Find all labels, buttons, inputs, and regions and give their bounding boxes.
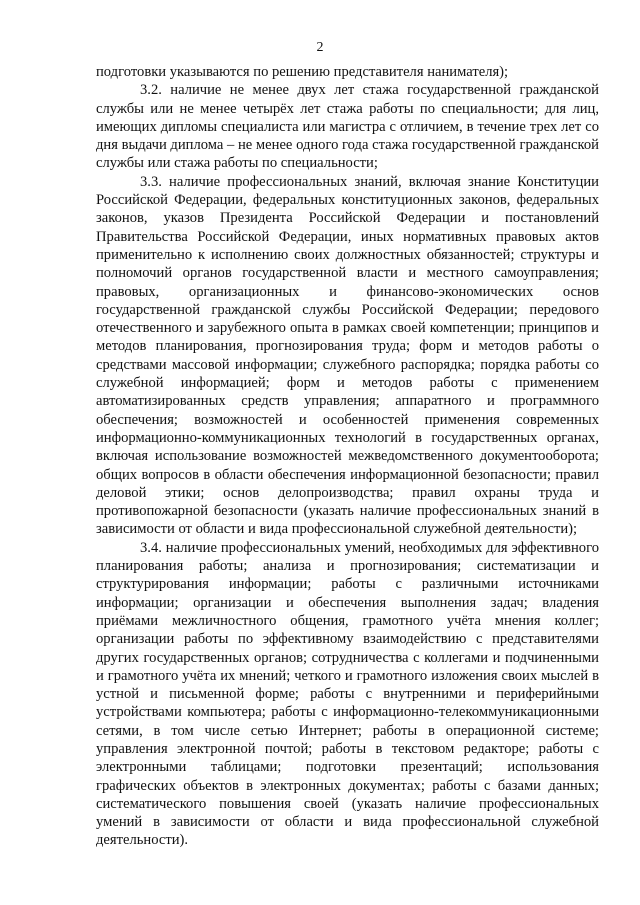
- page-number: 2: [316, 40, 324, 55]
- paragraph-3-2: 3.2. наличие не менее двух лет стажа государственной гражданской службы или не менее четырёх лет стажа работы по специальности; для лиц, имеющих дипломы специалиста или магистра с отличием, в течение трех лет со дня выдачи диплома – не менее одного года стажа государственной гражданской службы или стажа работы по специальности;: [96, 82, 599, 172]
- paragraph-3-3: 3.3. наличие профессиональных знаний, включая знание Конституции Российской Федерации, федеральных конституционных законов, федеральных законов, указов Президента Российской Федерации и постановлений Правительства Российской Федерации, иных нормативных правовых актов применительно к исполнению своих должностных обязанностей; структуры и полномочий органов государственной власти и местного самоуправления; правовых, организационных и финансово-экономических основ государственной гражданской службы Российской Федерации; передового отечественного и зарубежного опыта в рамках своей компетенции; принципов и методов планирования, прогнозирования труда; форм и методов работы о средствами массовой информации; служебного распорядка; порядка работы со служебной информацией; форм и методов работы с применением автоматизированных средств управления; аппаратного и программного обеспечения; возможностей и особенностей применения современных информационно-коммуникационных технологий в государственных органах, включая использование возможностей межведомственного документооборота; общих вопросов в области обеспечения информационной безопасности; правил деловой этики; основ делопроизводства; правил охраны труда и противопожарной безопасности (указать наличие профессиональных знаний в зависимости от области и вида профессиональной служебной деятельности);: [96, 173, 599, 538]
- body-text: [96, 63, 599, 850]
- paragraph-3-4: 3.4. наличие профессиональных умений, необходимых для эффективного планирования работы; анализа и прогнозирования; систематизации и структурирования информации; работы с различными источниками информации; организации и обеспечения выполнения задач; владения приёмами межличностного общения, грамотного учёта мнения коллег; организации работы по эффективному взаимодействию с представителями других государственных органов; сотрудничества с коллегами и подчиненными и грамотного учёта их мнений; четкого и грамотного изложения своих мыслей в устной и письменной форме; работы с внутренними и периферийными устройствами компьютера; работы с информационно-телекоммуникационными сетями, в том числе сетью Интернет; работы в операционной системе; управления электронной почтой; работы в текстовом редакторе; работы с электронными таблицами; подготовки презентаций; использования графических объектов в электронных документах; работы с базами данных; систематического повышения своей (указать наличие профессиональных умений в зависимости от области и вида профессиональной служебной деятельности).: [96, 539, 599, 849]
- paragraph-continuation: подготовки указываются по решению представителя нанимателя);: [96, 64, 509, 80]
